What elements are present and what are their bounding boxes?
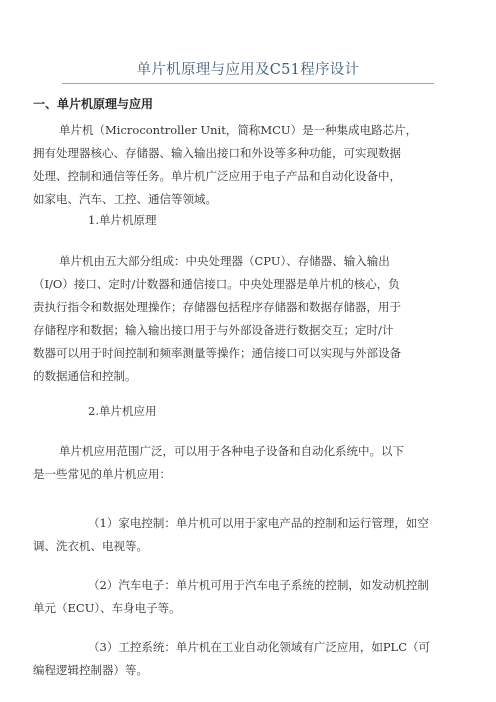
paragraph-line: 存储程序和数据；输入输出接口用于与外部设备进行数据交互；定时/计 [33, 323, 394, 337]
intro-paragraph [33, 119, 479, 211]
paragraph-line: 单片机应用范围广泛，可以用于各种电子设备和自动化系统中。以下 [59, 444, 404, 458]
paragraph-line: 的数据通信和控制。 [33, 369, 137, 383]
list-item [33, 574, 488, 620]
paragraph-line: 单片机由五大部分组成：中央处理器（CPU）、存储器、输入输出 [59, 254, 390, 268]
list-item-line: 编程逻辑控制器）等。 [33, 663, 148, 677]
list-item-line: （2）汽车电子：单片机可用于汽车电子系统的控制，如发动机控制 [88, 578, 429, 592]
list-item-line: （1）家电控制：单片机可以用于家电产品的控制和运行管理，如空 [88, 516, 429, 530]
paragraph-line: 数器可以用于时间控制和频率测量等操作；通信接口可以实现与外部设备 [33, 346, 401, 360]
principle-paragraph [33, 250, 479, 388]
title-divider [62, 83, 434, 84]
paragraph-line: 如家电、汽车、工控、通信等领域。 [33, 192, 217, 206]
list-item-line: （3）工控系统：单片机在工业自动化领域有广泛应用，如PLC（可 [88, 640, 430, 654]
paragraph-line: 处理、控制和通信等任务。单片机广泛应用于电子产品和自动化设备中， [33, 169, 401, 183]
subheading-application: 2.单片机应用 [88, 404, 157, 418]
paragraph-line: 是一些常见的单片机应用： [33, 467, 171, 481]
list-item-line: 调、洗衣机、电视等。 [33, 539, 148, 553]
list-item [33, 636, 488, 682]
list-item [33, 512, 488, 558]
paragraph-line: 拥有处理器核心、存储器、输入输出接口和外设等多种功能，可实现数据 [33, 146, 401, 160]
subheading-principle: 1.单片机原理 [88, 213, 157, 227]
paragraph-line: （I/O）接口、定时/计数器和通信接口。中央处理器是单片机的核心，负 [33, 277, 400, 291]
document-title: 单片机原理与应用及C51程序设计 [136, 62, 360, 78]
application-paragraph [33, 440, 479, 486]
list-item-line: 单元（ECU）、车身电子等。 [33, 601, 181, 615]
section-heading: 一、单片机原理与应用 [33, 97, 154, 111]
paragraph-line: 责执行指令和数据处理操作；存储器包括程序存储器和数据存储器，用于 [33, 300, 401, 314]
paragraph-line: 单片机（Microcontroller Unit，简称MCU）是一种集成电路芯片， [59, 123, 418, 137]
